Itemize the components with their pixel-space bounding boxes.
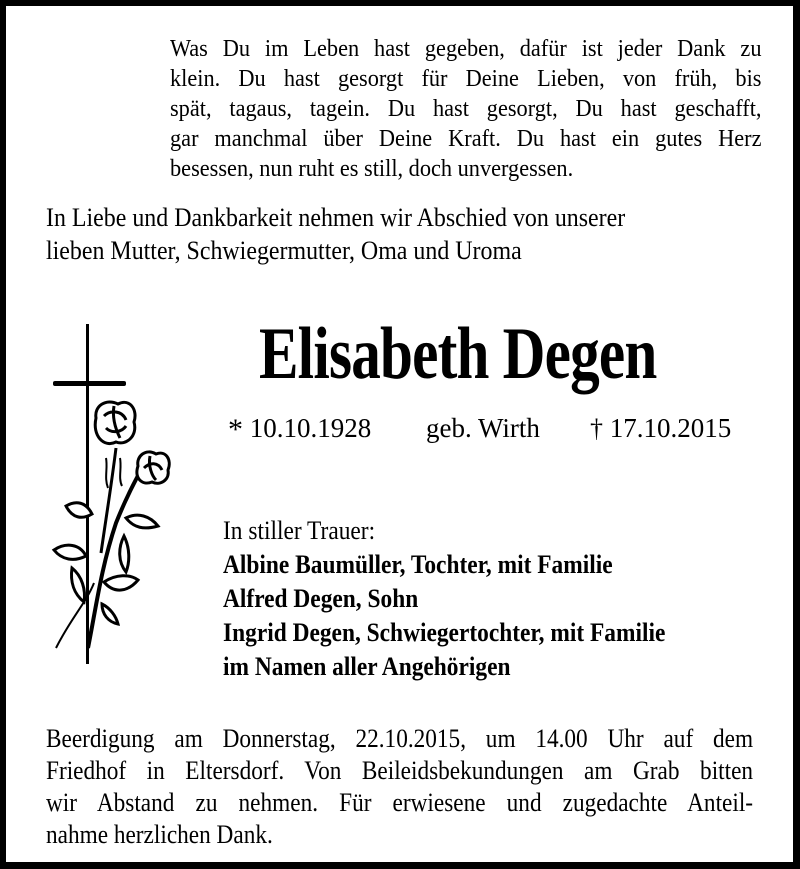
mourner-entry: Alfred Degen, Sohn: [223, 584, 419, 613]
mourner-entry: im Namen aller Angehörigen: [223, 652, 511, 681]
obituary-notice: [6, 6, 793, 862]
poem-line: Was Du im Leben hast gegeben, dafür ist jeder Dank zu: [170, 36, 762, 62]
birth-info: [228, 411, 371, 447]
birth-date: 10.10.1928: [249, 413, 372, 443]
mourners-label: In stiller Trauer:: [223, 516, 376, 545]
poem-line: klein. Du hast gesorgt für Deine Lieben, von früh, bis: [170, 66, 762, 92]
closing-line: Beerdigung am Donnerstag, 22.10.2015, um 14.00 Uhr auf dem: [46, 724, 754, 753]
death-cross-icon: †: [590, 414, 603, 443]
death-date: 17.10.2015: [609, 413, 732, 443]
maiden-name: geb. Wirth: [426, 413, 540, 443]
closing-line: nahme herzlichen Dank.: [46, 820, 273, 849]
death-info: [590, 411, 731, 446]
intro-line: lieben Mutter, Schwiegermutter, Oma und Uroma: [46, 236, 522, 265]
closing-line: Friedhof in Eltersdorf. Von Beileidsbekundungen am Grab bitten: [46, 756, 754, 785]
mourners-block: [223, 514, 665, 684]
memorial-poem: [170, 34, 761, 184]
deceased-name: Elisabeth Degen: [259, 313, 657, 395]
mourner-entry: Albine Baumüller, Tochter, mit Familie: [223, 550, 613, 579]
closing-line: wir Abstand zu nehmen. Für erwiesene und zugedachte Anteil-: [46, 788, 754, 817]
funeral-details: [46, 723, 753, 851]
cross-with-roses-icon: [46, 318, 176, 668]
mourner-entry: Ingrid Degen, Schwiegertochter, mit Familie: [223, 618, 666, 647]
birth-star-icon: *: [228, 413, 243, 446]
poem-line: gar manchmal über Deine Kraft. Du hast ein gutes Herz: [170, 126, 762, 152]
farewell-intro: [46, 201, 754, 267]
poem-line: besessen, nun ruht es still, doch unvergessen.: [170, 156, 574, 182]
intro-line: In Liebe und Dankbarkeit nehmen wir Abschied von unserer: [46, 203, 626, 232]
poem-line: spät, tagaus, tagein. Du hast gesorgt, Du hast geschafft,: [170, 96, 762, 122]
